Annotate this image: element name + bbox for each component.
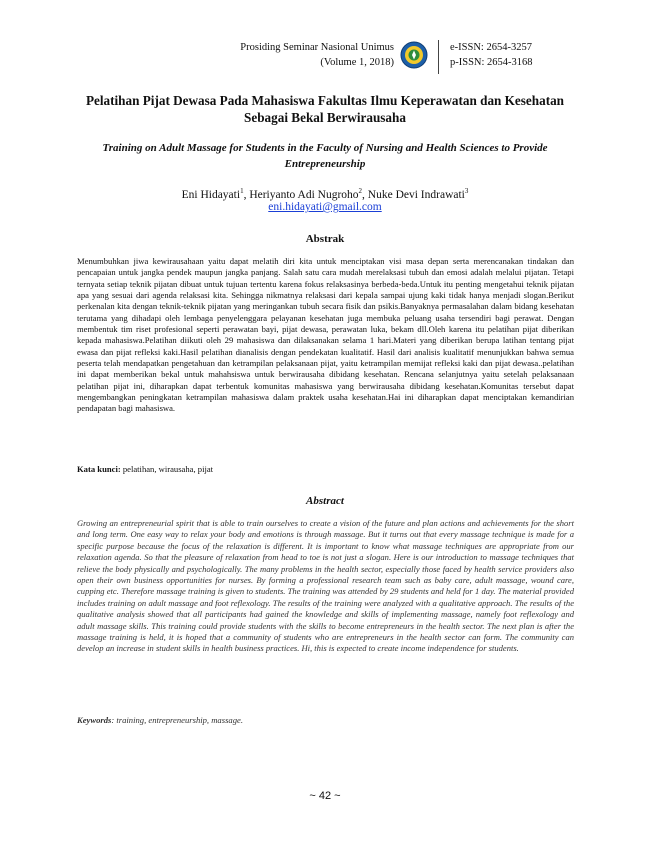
abstrak-heading: Abstrak <box>305 233 345 245</box>
author-2-affiliation: 2 <box>358 187 363 195</box>
kata-kunci-label: Kata kunci: <box>77 464 121 474</box>
author-2: , Heriyanto Adi Nugroho <box>243 188 359 201</box>
email-line <box>0 200 650 215</box>
unimus-logo-icon <box>400 41 428 69</box>
e-issn: e-ISSN: 2654-3257 <box>450 42 532 53</box>
author-1: Eni Hidayati <box>181 188 241 201</box>
abstract-heading: Abstract <box>306 495 344 507</box>
author-1-affiliation: 1 <box>240 187 244 195</box>
proceedings-info <box>240 40 394 70</box>
abstract-body: Growing an entrepreneurial spirit that is able to train ourselves to create a vision of the future and plan actions and achievements for the short and long term. One easy way to relax your body and emotions is through massage. But it turns out that every massage technique is made for a specific purpose because the focus of the relaxation is different. It is important to know what massage techniques are appropriate from our relaxation agenda. So that the pleasure of relaxation from head to toe is not just a slogan. Here is our introduction to massage techniques that relieve the body physically and psychologically. The many problems in the health sector, especially those faced by health service providers also open their own business opportunities for nurses. By forming a professional research team such as baby care, adult massage, wound care, cupping etc. Therefore massage training is given to students. The training was attended by 29 students and held for 1 day. The material provided includes training on adult massage and foot reflexology. The results of the training were analyzed with a qualitative approach. The results of the qualitative analysis showed that all participants had gained the knowledge and skills of implementing massage, namely foot reflexology and adult massage skills. This training could provide students with the skills to become entrepreneurs in the health sector. The next plan is after the massage training is held, it is hoped that a community of students who are entrepreneurs in the health sector can form. The community can develop an increase in student skills in health business practices. Hi, this is expected to create income independence for students. <box>77 518 574 654</box>
keywords-values: : training, entrepreneurship, massage. <box>111 715 243 725</box>
header-divider <box>438 40 439 74</box>
author-3: , Nuke Devi Indrawati <box>362 188 465 201</box>
kata-kunci-values: pelatihan, wirausaha, pijat <box>120 464 214 474</box>
proceedings-title: Prosiding Seminar Nasional Unimus <box>240 42 394 53</box>
author-3-affiliation: 3 <box>464 187 469 195</box>
issn-info <box>450 40 533 70</box>
page-header <box>0 40 650 80</box>
keywords-label: Keywords <box>77 715 112 725</box>
paper-title-en: Training on Adult Massage for Students in the Faculty of Nursing and Health Sciences to Provide Entrepreneurship <box>102 142 548 170</box>
author-email-link[interactable]: eni.hidayati@gmail.com <box>268 201 382 213</box>
paper-title-id: Pelatihan Pijat Dewasa Pada Mahasiswa Fakultas Ilmu Keperawatan dan Kesehatan Sebagai Bekal Berwirausaha <box>85 93 565 125</box>
keywords <box>77 715 574 726</box>
p-issn: p-ISSN: 2654-3168 <box>450 57 533 68</box>
kata-kunci <box>77 464 574 475</box>
page-number: ~ 42 ~ <box>309 790 341 802</box>
abstrak-body: Menumbuhkan jiwa kewirausahaan yaitu dapat melatih diri kita untuk menciptakan visi masa depan serta merencanakan tindakan dan pencapaian untuk jangka pendek maupun jangka panjang. Salah satu cara mudah merelaksasi tubuh dan emosi adalah melalui pijatan. Tetapi ternyata setiap teknik pijatan dibuat untuk tujuan tertentu karena fokus relaksasinya berbeda-beda.Untuk itu penting mengetahui teknik pijatan apa yang sesuai dari agenda relaksasi kita. Sehingga nikmatnya relaksasi dari kepala sampai ujung kaki tidak hanya menjadi slogan.Berikut perkenalan kita dengan teknik-teknik pijatan yang meringankan tubuh secara fisik dan psikis.Banyaknya permasalahan dalam bidang kesehatan terutama yang dihadapi oleh lembaga penyelenggara pelayanan kesehatan juga membuka peluang usaha tersendiri bagi perawat. Dengan membentuk tim riset profesional seperti perawatan bayi, pijat dewasa, perawatan luka, bekam dll.Oleh karena itu pelatihan pijat diberikan kepada mahasiswa.Pelatihan diikuti oleh 29 mahasiswa dan dilaksanakan selama 1 hari.Materi yang diberikan berupa latihan tentang pijat ewasa dan pijat refleksi kaki.Hasil pelatihan dianalisis dengan pendekatan kualitatif. Hasil dari analisis kualitatif menunjukkan bahwa semua peserta telah mendapatkan pengetahuan dan ketrampilan pelaksanaan pijat, yaitu ketrampilan memijat refleksi kaki dan pijat dewasa..pelatihan ini dapat memberikan bekal untuk mahahsiswa untuk berwirausaha dibidang kesehatan. Rencana selanjutnya yaitu setelah pelaksanaan pelatihan pijat ini, diharapkan dapat terbentuk komunitas mahasiswa yang berwirausaha dibidang kesehatan.Komunitas tersebut dapat mengembangkan peningkatan ketrampilan mahasiswa dalam praktek usaha kesehatan.Hai ini diharapkan dapat menciptakan kemandirian pendapatan bagi mahasiswa. <box>77 256 574 414</box>
proceedings-volume: (Volume 1, 2018) <box>320 57 394 68</box>
